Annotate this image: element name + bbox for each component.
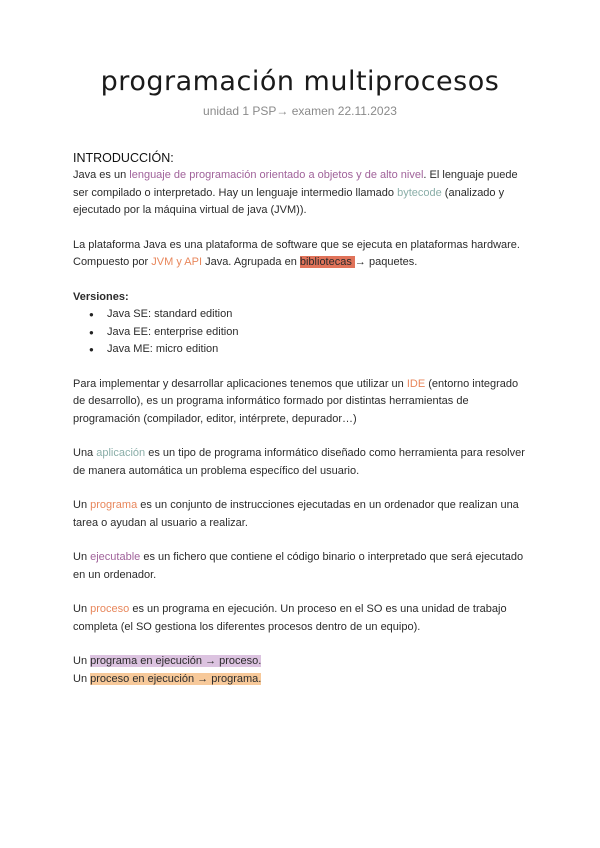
intro-p1-text-c: (analizado y ejecutado por la máquina virtual de java (JVM)). <box>73 186 505 216</box>
list-item: ● Java EE: enterprise edition <box>107 324 533 342</box>
versions-heading: Versiones: <box>73 290 129 303</box>
summary-l1-text: Un <box>73 655 91 667</box>
intro-p2-text-c: → paquetes. <box>354 256 418 268</box>
document-body <box>73 150 533 688</box>
application-paragraph <box>73 445 533 480</box>
summary-line-1 <box>73 653 533 671</box>
program-text-b: es un conjunto de instrucciones ejecutadas en un ordenador que realizan una tarea o ayudan al usuario a realizar. <box>73 499 519 529</box>
highlight-programa: programa <box>90 499 138 511</box>
intro-paragraph-platform <box>73 237 533 272</box>
summary-line-2 <box>73 671 533 689</box>
process-text-b: es un programa en ejecución. Un proceso en el SO es una unidad de trabajo completa (el SO gestiona los diferentes procesos dentro de un equipo). <box>73 603 507 633</box>
exec-text-b: es un fichero que contiene el código binario o interpretado que será ejecutado en un ordenador. <box>73 551 524 581</box>
ide-text-a: Para implementar y desarrollar aplicaciones tenemos que utilizar un <box>73 377 407 390</box>
intro-p2-text-b: Java. Agrupada en <box>202 256 300 268</box>
document-subtitle: unidad 1 PSP→ examen 22.11.2023 <box>203 104 397 118</box>
intro-p1-text-a: Java es un <box>73 169 130 181</box>
versions-list <box>73 306 533 359</box>
document-title: programación multiprocesos <box>100 66 500 97</box>
app-text-b: es un tipo de programa informático diseñado como herramienta para resolver de manera automática un problema específico del usuario. <box>73 447 525 477</box>
intro-heading: INTRODUCCIÓN: <box>73 151 174 165</box>
intro-paragraph-java <box>73 167 533 220</box>
ide-text-b: (entorno integrado de desarrollo), es un programa informático formado por distintas herramientas de programación (compilador, editor, intérprete, depurador…) <box>73 377 519 425</box>
summary-l2-text: Un <box>73 672 91 685</box>
highlight-aplicacion: aplicación <box>96 447 146 459</box>
program-paragraph <box>73 497 533 532</box>
highlight-ide: IDE <box>406 377 426 390</box>
intro-p2-text-a: La plataforma Java es una plataforma de software que se ejecuta en plataformas hardware. Compuesto por <box>73 238 520 268</box>
process-text-a: Un <box>73 603 91 615</box>
executable-paragraph <box>73 549 533 584</box>
highlight-bibliotecas: bibliotecas <box>299 256 355 268</box>
highlight-jvm-api: JVM y API <box>151 256 203 268</box>
list-item: ● Java ME: micro edition <box>107 341 533 359</box>
process-paragraph <box>73 601 533 636</box>
highlight-ejecutable: ejecutable <box>90 551 141 563</box>
program-text-a: Un <box>73 499 91 511</box>
ide-paragraph <box>73 376 533 429</box>
exec-text-a: Un <box>73 551 91 563</box>
highlight-oop-language: lenguaje de programación orientado a objetos y de alto nivel <box>129 169 424 181</box>
highlight-program-to-process: programa en ejecución → proceso. <box>90 655 262 667</box>
highlight-bytecode: bytecode <box>397 186 442 199</box>
app-text-a: Una <box>73 447 97 459</box>
highlight-process-to-program: proceso en ejecución → programa. <box>90 672 262 685</box>
list-item: ● Java SE: standard edition <box>107 306 533 324</box>
highlight-proceso: proceso <box>90 603 130 615</box>
intro-p1-text-b: . El lenguaje puede ser compilado o interpretado. Hay un lenguaje intermedio llamado <box>73 169 518 199</box>
